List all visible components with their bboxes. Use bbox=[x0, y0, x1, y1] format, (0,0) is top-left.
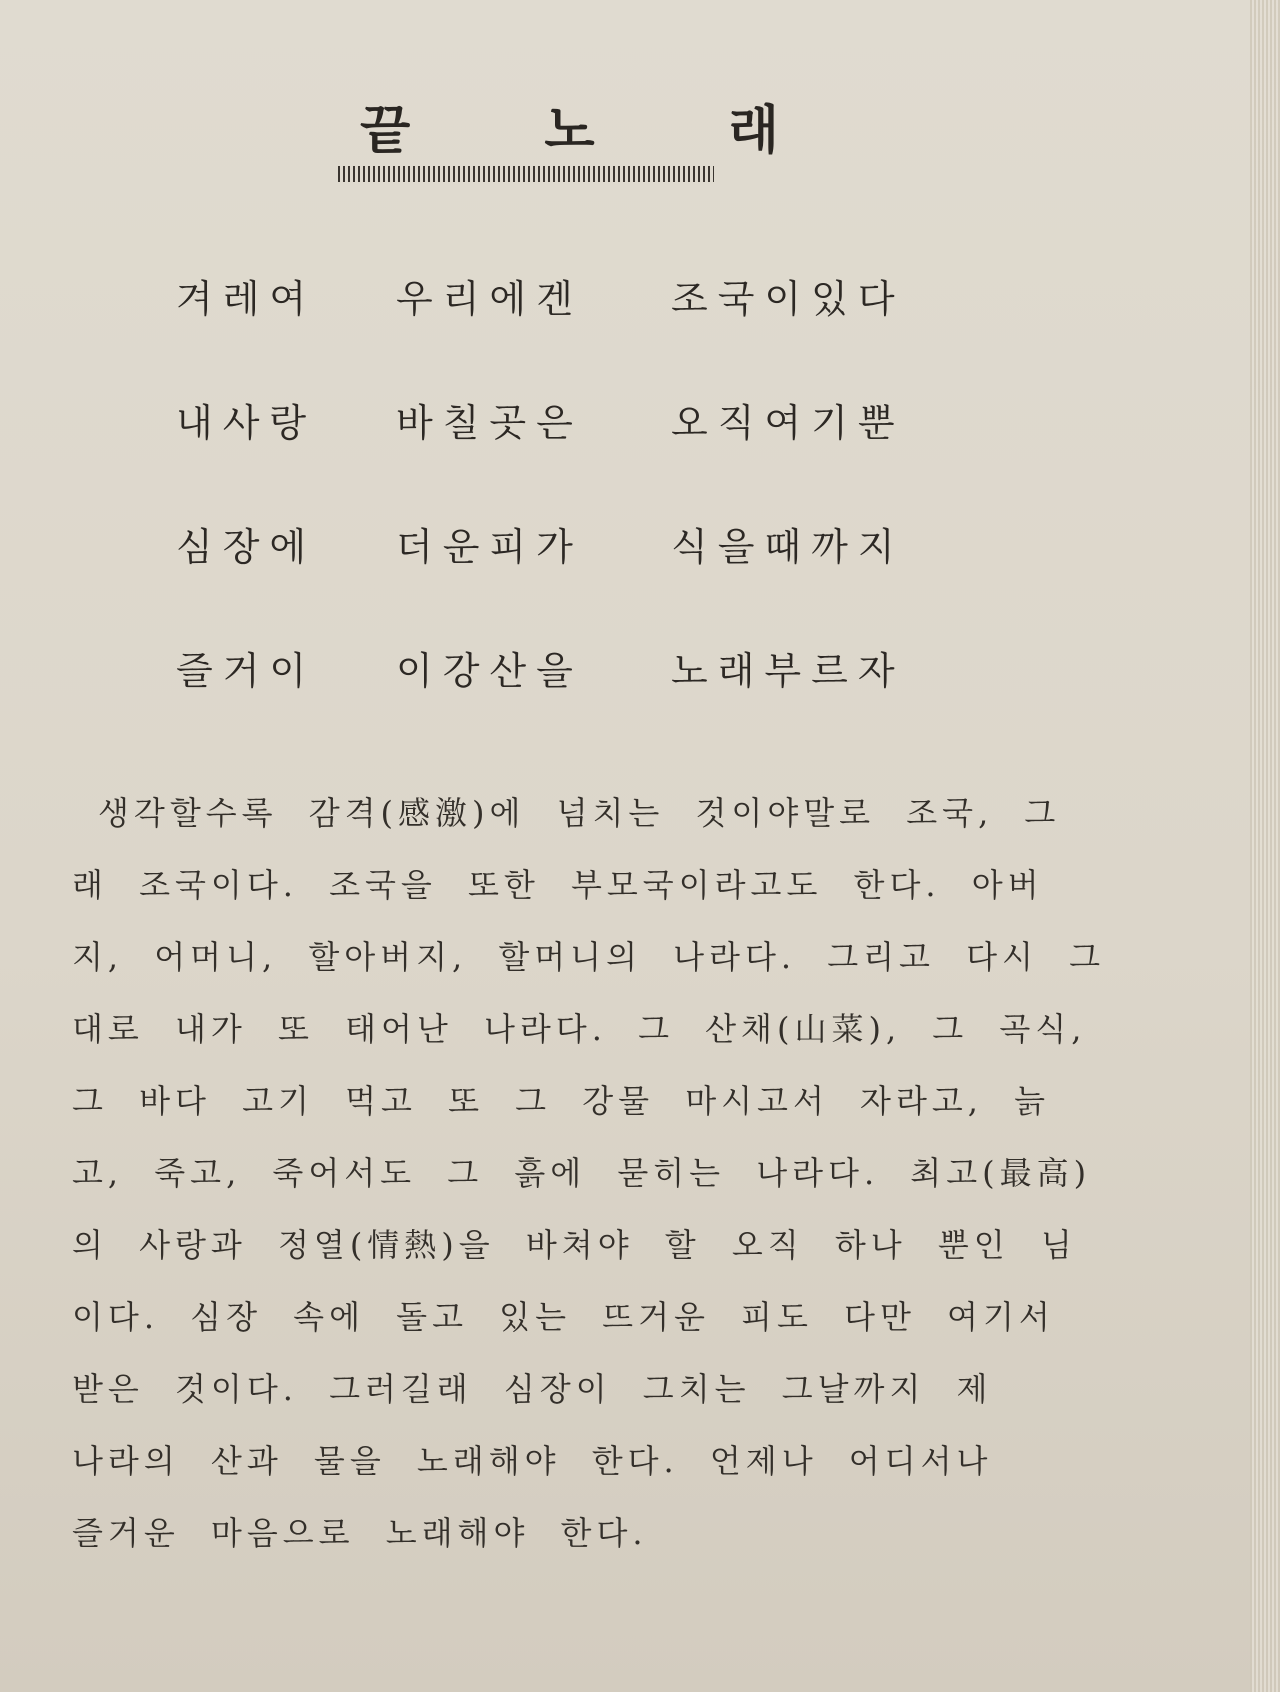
poem-line bbox=[176, 516, 976, 640]
poem-phrase: 우리에겐 bbox=[396, 277, 583, 321]
prose-line: 의 사랑과 정열(情熱)을 바쳐야 할 오직 하나 뿐인 님 bbox=[72, 1226, 1077, 1264]
poem-phrase: 이강산을 bbox=[396, 649, 583, 693]
poem-phrase: 즐거이 bbox=[176, 649, 317, 693]
poem-line bbox=[176, 268, 976, 392]
prose-line: 래 조국이다. 조국을 또한 부모국이라고도 한다. 아버 bbox=[72, 866, 1044, 904]
prose-line: 대로 내가 또 태어난 나라다. 그 산채(山菜), 그 곡식, bbox=[72, 1010, 1087, 1048]
prose-line: 생각할수록 감격(感激)에 넘치는 것이야말로 조국, 그 bbox=[98, 794, 1061, 832]
poem-line bbox=[176, 640, 976, 764]
prose-line: 즐거운 마음으로 노래해야 한다. bbox=[72, 1514, 648, 1552]
poem-phrase: 겨레여 bbox=[176, 277, 317, 321]
prose-line: 지, 어머니, 할아버지, 할머니의 나라다. 그리고 다시 그 bbox=[72, 938, 1106, 976]
poem-phrase: 더운피가 bbox=[396, 525, 583, 569]
prose-line: 나라의 산과 물을 노래해야 한다. 언제나 어디서나 bbox=[72, 1442, 993, 1480]
poem-phrase: 식을때까지 bbox=[671, 525, 905, 569]
page-title: 끝 노 래 bbox=[360, 101, 837, 161]
prose-line: 고, 죽고, 죽어서도 그 흙에 묻히는 나라다. 최고(最高) bbox=[72, 1154, 1092, 1192]
poem-phrase: 심장에 bbox=[176, 525, 317, 569]
page-edge bbox=[1250, 0, 1280, 1692]
poem-line bbox=[176, 392, 976, 516]
poem-phrase: 노래부르자 bbox=[671, 649, 905, 693]
poem-phrase: 내사랑 bbox=[176, 401, 317, 445]
prose-line: 그 바다 고기 먹고 또 그 강물 마시고서 자라고, 늙 bbox=[72, 1082, 1051, 1120]
poem-phrase: 조국이있다 bbox=[671, 277, 905, 321]
poem bbox=[176, 268, 976, 764]
poem-phrase: 바칠곳은 bbox=[396, 401, 583, 445]
prose-line: 받은 것이다. 그러길래 심장이 그치는 그날까지 제 bbox=[72, 1370, 993, 1408]
title-underline bbox=[338, 166, 714, 182]
prose-paragraph bbox=[72, 788, 1106, 1580]
prose-line: 이다. 심장 속에 돌고 있는 뜨거운 피도 다만 여기서 bbox=[72, 1298, 1055, 1336]
poem-phrase: 오직여기뿐 bbox=[671, 401, 905, 445]
